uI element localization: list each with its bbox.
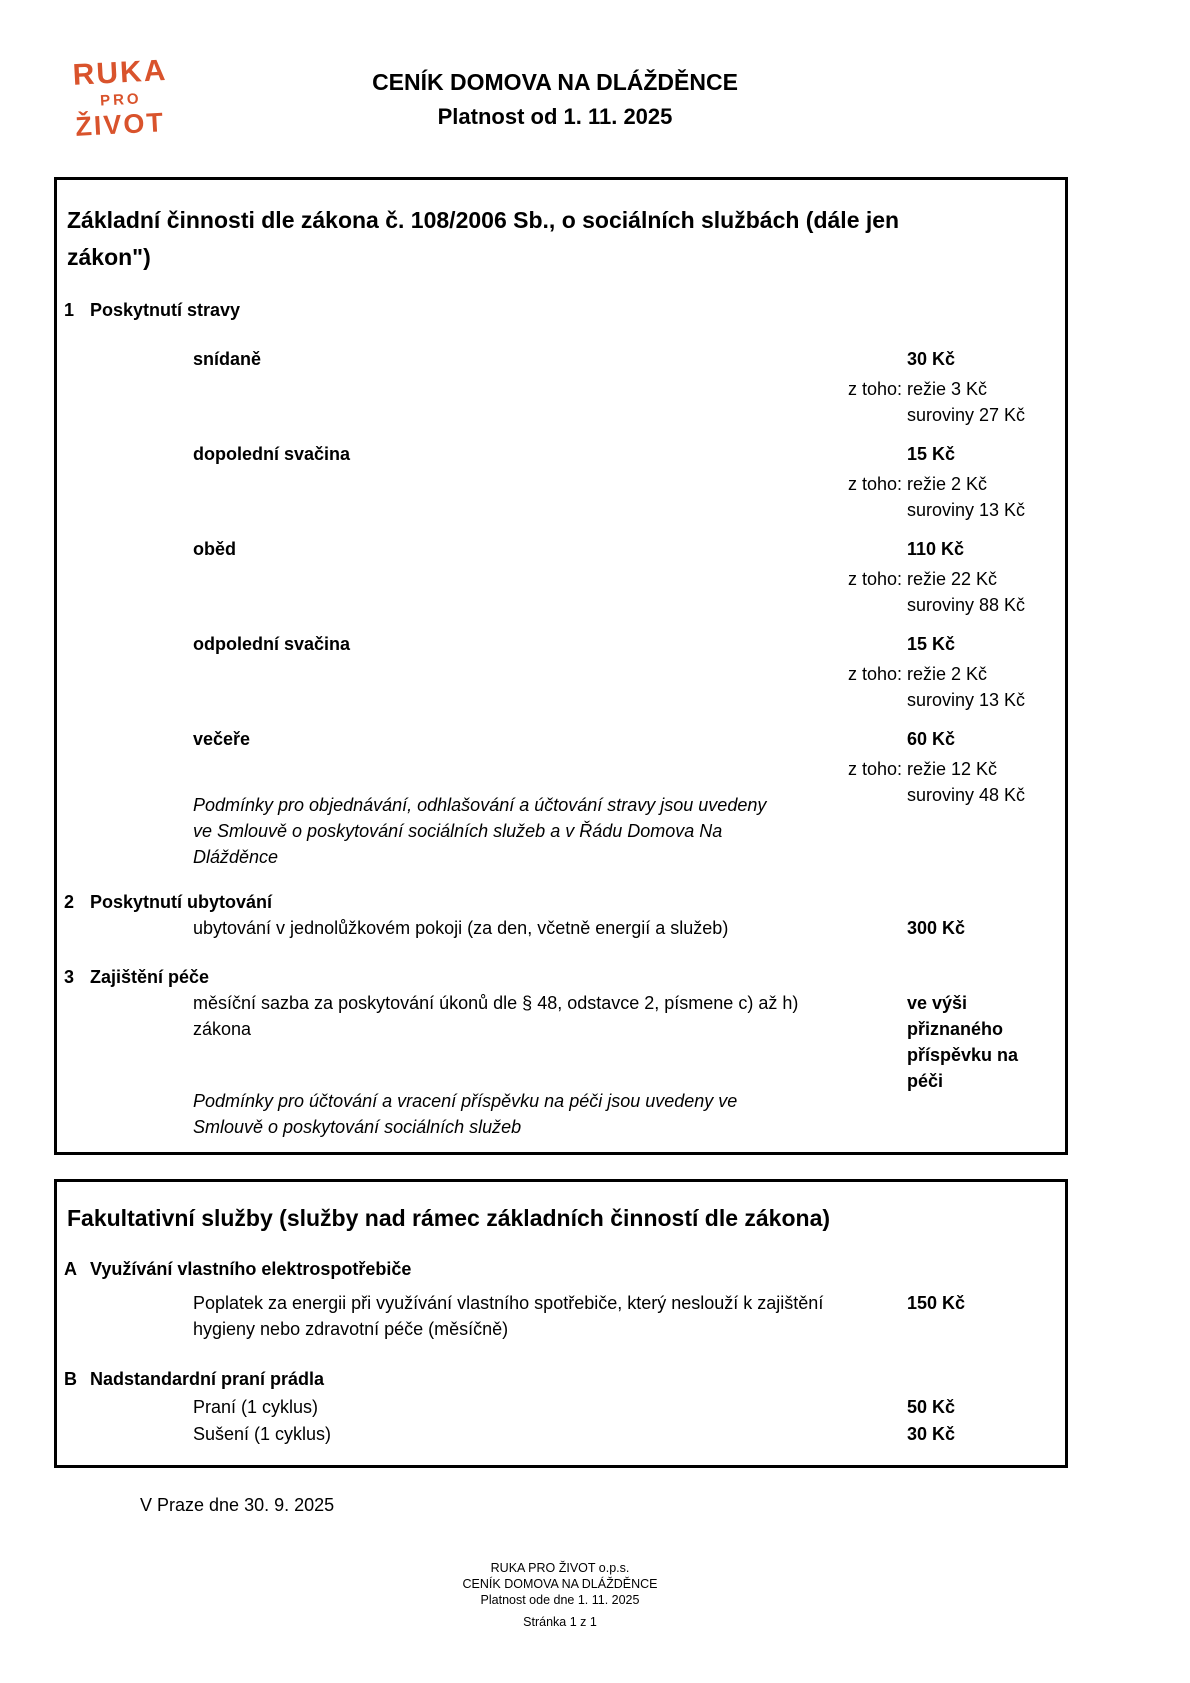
z-toho-label: z toho: [847, 379, 902, 399]
appliance-item: Poplatek za energii při využívání vlastního spotřebiče, který neslouží k zajištění hygieny nebo zdravotní péče (měsíčně) [193, 1293, 824, 1339]
logo-line-2: PRO [99, 90, 143, 110]
meal-ingredients: suroviny 13 Kč [907, 690, 1026, 710]
meal-name: oběd [193, 539, 236, 559]
meal-name: dopolední svačina [193, 444, 351, 464]
meal-ingredients: suroviny 27 Kč [907, 405, 1026, 425]
care-item: měsíční sazba za poskytování úkonů dle § 48, odstavce 2, písmene c) až h) zákona [193, 993, 799, 1039]
accommodation-item: ubytování v jednolůžkovém pokoji (za den, včetně energií a služeb) [193, 918, 729, 938]
price-row-breakfast [57, 346, 1065, 428]
care-price: ve výši přiznaného příspěvku na péči [907, 993, 1019, 1091]
meal-overhead-line [847, 376, 988, 402]
meal-ingredients: suroviny 88 Kč [907, 595, 1026, 615]
section-1-title: Poskytnutí stravy [90, 300, 241, 320]
z-toho-label: z toho: [847, 759, 902, 779]
optional-services-box [54, 1179, 1068, 1468]
meal-overhead: režie 2 Kč [907, 474, 988, 494]
meals-conditions-note: Podmínky pro objednávání, odhlašování a účtování stravy jsou uvedeny ve Smlouvě o poskytování sociálních služeb a v Řádu Domova Na Dlážděnce [193, 795, 767, 867]
meal-overhead-line [847, 471, 988, 497]
meal-name: odpolední svačina [193, 634, 351, 654]
meal-overhead-line [847, 756, 998, 782]
meal-overhead-line [847, 661, 988, 687]
section-b-header [57, 1366, 324, 1392]
section-a-title: Využívání vlastního elektrospotřebiče [90, 1259, 412, 1279]
section-2-number: 2 [64, 892, 75, 912]
accommodation-price: 300 Kč [907, 918, 966, 938]
section-1-number: 1 [64, 300, 75, 320]
logo-line-1: RUKA [71, 53, 169, 92]
meal-overhead: režie 22 Kč [907, 569, 998, 589]
basic-activities-box [54, 177, 1068, 1155]
section-1-header [57, 297, 240, 323]
meal-price: 15 Kč [907, 634, 956, 654]
document-title: CENÍK DOMOVA NA DLÁŽDĚNCE [372, 69, 738, 95]
section-2-title: Poskytnutí ubytování [90, 892, 273, 912]
footer-doc-name: CENÍK DOMOVA NA DLÁŽDĚNCE [462, 1577, 658, 1591]
section-b-letter: B [64, 1369, 77, 1389]
place-and-date: V Praze dne 30. 9. 2025 [140, 1495, 335, 1515]
price-row-morning-snack [57, 441, 1065, 523]
logo-line-3: ŽIVOT [74, 107, 166, 142]
meal-overhead: režie 12 Kč [907, 759, 998, 779]
drying-price: 30 Kč [907, 1424, 956, 1444]
document-header [0, 64, 1110, 134]
meal-price: 110 Kč [907, 539, 965, 559]
page-footer [0, 1560, 1120, 1630]
appliance-price: 150 Kč [907, 1293, 966, 1313]
care-conditions-note: Podmínky pro účtování a vracení příspěvku na péči jsou uvedeny ve Smlouvě o poskytování sociálních služeb [193, 1091, 738, 1137]
price-row-lunch [57, 536, 1065, 618]
meal-overhead-line [847, 566, 998, 592]
footer-validity: Platnost ode dne 1. 11. 2025 [480, 1593, 640, 1607]
meal-name: večeře [193, 729, 251, 749]
meal-overhead: režie 2 Kč [907, 664, 988, 684]
meal-price: 30 Kč [907, 349, 956, 369]
section-a-header [57, 1256, 411, 1282]
basic-activities-title: Základní činnosti dle zákona č. 108/2006 Sb., o sociálních službách (dále jen zákon") [67, 207, 900, 270]
section-3-title: Zajištění péče [90, 967, 210, 987]
section-b-title: Nadstandardní praní prádla [90, 1369, 325, 1389]
optional-services-title: Fakultativní služby (služby nad rámec základních činností dle zákona) [67, 1205, 831, 1231]
section-a-letter: A [64, 1259, 77, 1279]
meal-price: 15 Kč [907, 444, 956, 464]
z-toho-label: z toho: [847, 474, 902, 494]
washing-item: Praní (1 cyklus) [193, 1397, 319, 1417]
price-row-afternoon-snack [57, 631, 1065, 713]
washing-price: 50 Kč [907, 1397, 956, 1417]
drying-item: Sušení (1 cyklus) [193, 1424, 332, 1444]
meal-overhead: režie 3 Kč [907, 379, 988, 399]
document-subtitle: Platnost od 1. 11. 2025 [437, 104, 673, 129]
section-3-number: 3 [64, 967, 75, 987]
section-3-header [57, 964, 209, 990]
meal-ingredients: suroviny 48 Kč [907, 785, 1026, 805]
footer-org-name: RUKA PRO ŽIVOT o.p.s. [490, 1561, 630, 1575]
footer-page-number: Stránka 1 z 1 [523, 1615, 597, 1629]
z-toho-label: z toho: [847, 569, 902, 589]
z-toho-label: z toho: [847, 664, 902, 684]
meal-ingredients: suroviny 13 Kč [907, 500, 1026, 520]
section-2-header [57, 889, 272, 915]
meal-price: 60 Kč [907, 729, 956, 749]
meal-name: snídaně [193, 349, 262, 369]
